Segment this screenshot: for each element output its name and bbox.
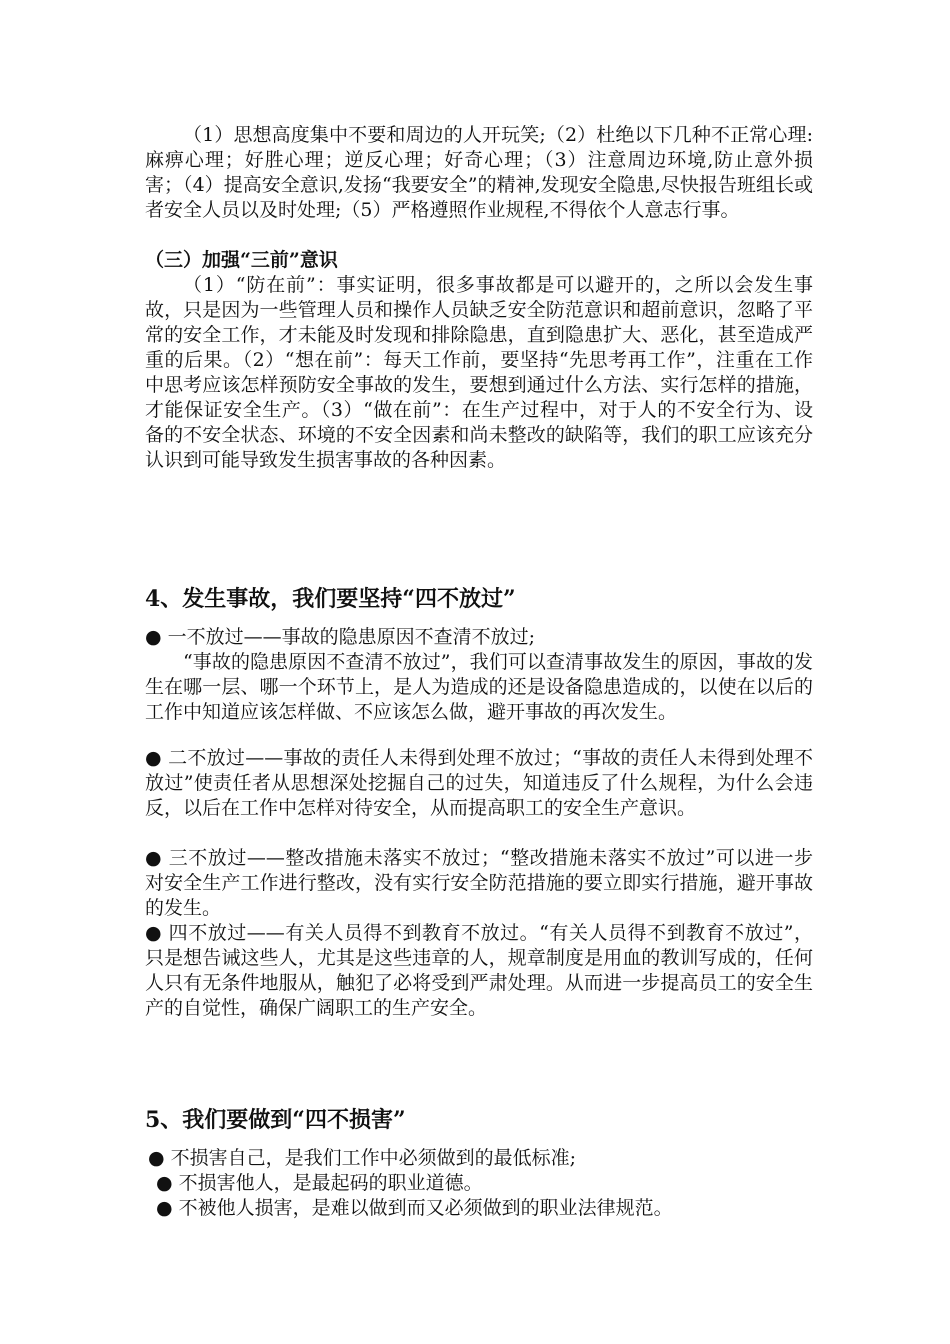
bullet-no-harm-self: ● 不损害自己，是我们工作中必须做到的最低标准; bbox=[148, 1147, 577, 1169]
paragraph-safety-mindset: （1）思想高度集中不要和周边的人开玩笑;（2）杜绝以下几种不正常心理:麻痹心理；好胜心理；逆反心理；好奇心理；（3）注意周边环境,防止意外损害；（4）提高安全意识,发扬“我要安全”的精神,发现安全隐患,尽快报告班组长或者安全人员以及时处理;（5）严格遵照作业规程,不得依个人意志行事。 bbox=[145, 124, 813, 221]
heading-four-no-harm: 5、我们要做到“四不损害” bbox=[145, 1107, 406, 1133]
section-three-fronts-title: （三）加强“三前”意识 bbox=[145, 249, 338, 271]
bullet-third-not-let-go: ● 三不放过——整改措施未落实不放过；“整改措施未落实不放过”可以进一步对安全生产工作进行整改，没有实行安全防范措施的要立即实行措施，避开事故的发生。 bbox=[145, 847, 813, 919]
heading-four-not-let-go: 4、发生事故，我们要坚持“四不放过” bbox=[145, 586, 516, 612]
bullet-second-not-let-go: ● 二不放过——事故的责任人未得到处理不放过；“事故的责任人未得到处理不放过”使责任者从思想深处挖掘自己的过失，知道违反了什么规程，为什么会违反，以后在工作中怎样对待安全，从而提高职工的安全生产意识。 bbox=[145, 747, 813, 819]
paragraph-first-not-let-go-detail: “事故的隐患原因不查清不放过”，我们可以查清事故发生的原因，事故的发生在哪一层、哪一个环节上，是人为造成的还是设备隐患造成的，以使在以后的工作中知道应该怎样做、不应该怎么做，避开事故的再次发生。 bbox=[145, 651, 813, 723]
bullet-not-harmed-by-others: ● 不被他人损害，是难以做到而又必须做到的职业法律规范。 bbox=[156, 1197, 673, 1219]
bullet-fourth-not-let-go: ● 四不放过——有关人员得不到教育不放过。“有关人员得不到教育不放过”，只是想告诫这些人，尤其是这些违章的人，规章制度是用血的教训写成的，任何人只有无条件地服从，触犯了必将受到严肃处理。从而进一步提高员工的安全生产的自觉性，确保广阔职工的生产安全。 bbox=[145, 922, 813, 1019]
paragraph-three-fronts: （1）“防在前”：事实证明，很多事故都是可以避开的，之所以会发生事故，只是因为一些管理人员和操作人员缺乏安全防范意识和超前意识，忽略了平常的安全工作，才未能及时发现和排除隐患，直到隐患扩大、恶化，甚至造成严重的后果。（2）“想在前”：每天工作前，要坚持“先思考再工作”，注重在工作中思考应该怎样预防安全事故的发生，要想到通过什么方法、实行怎样的措施，才能保证安全生产。（3）“做在前”：在生产过程中，对于人的不安全行为、设备的不安全状态、环境的不安全因素和尚未整改的缺陷等，我们的职工应该充分认识到可能导致发生损害事故的各种因素。 bbox=[145, 274, 813, 471]
bullet-no-harm-others: ● 不损害他人，是最起码的职业道德。 bbox=[156, 1172, 483, 1194]
bullet-first-not-let-go: ● 一不放过——事故的隐患原因不查清不放过; bbox=[145, 626, 536, 648]
